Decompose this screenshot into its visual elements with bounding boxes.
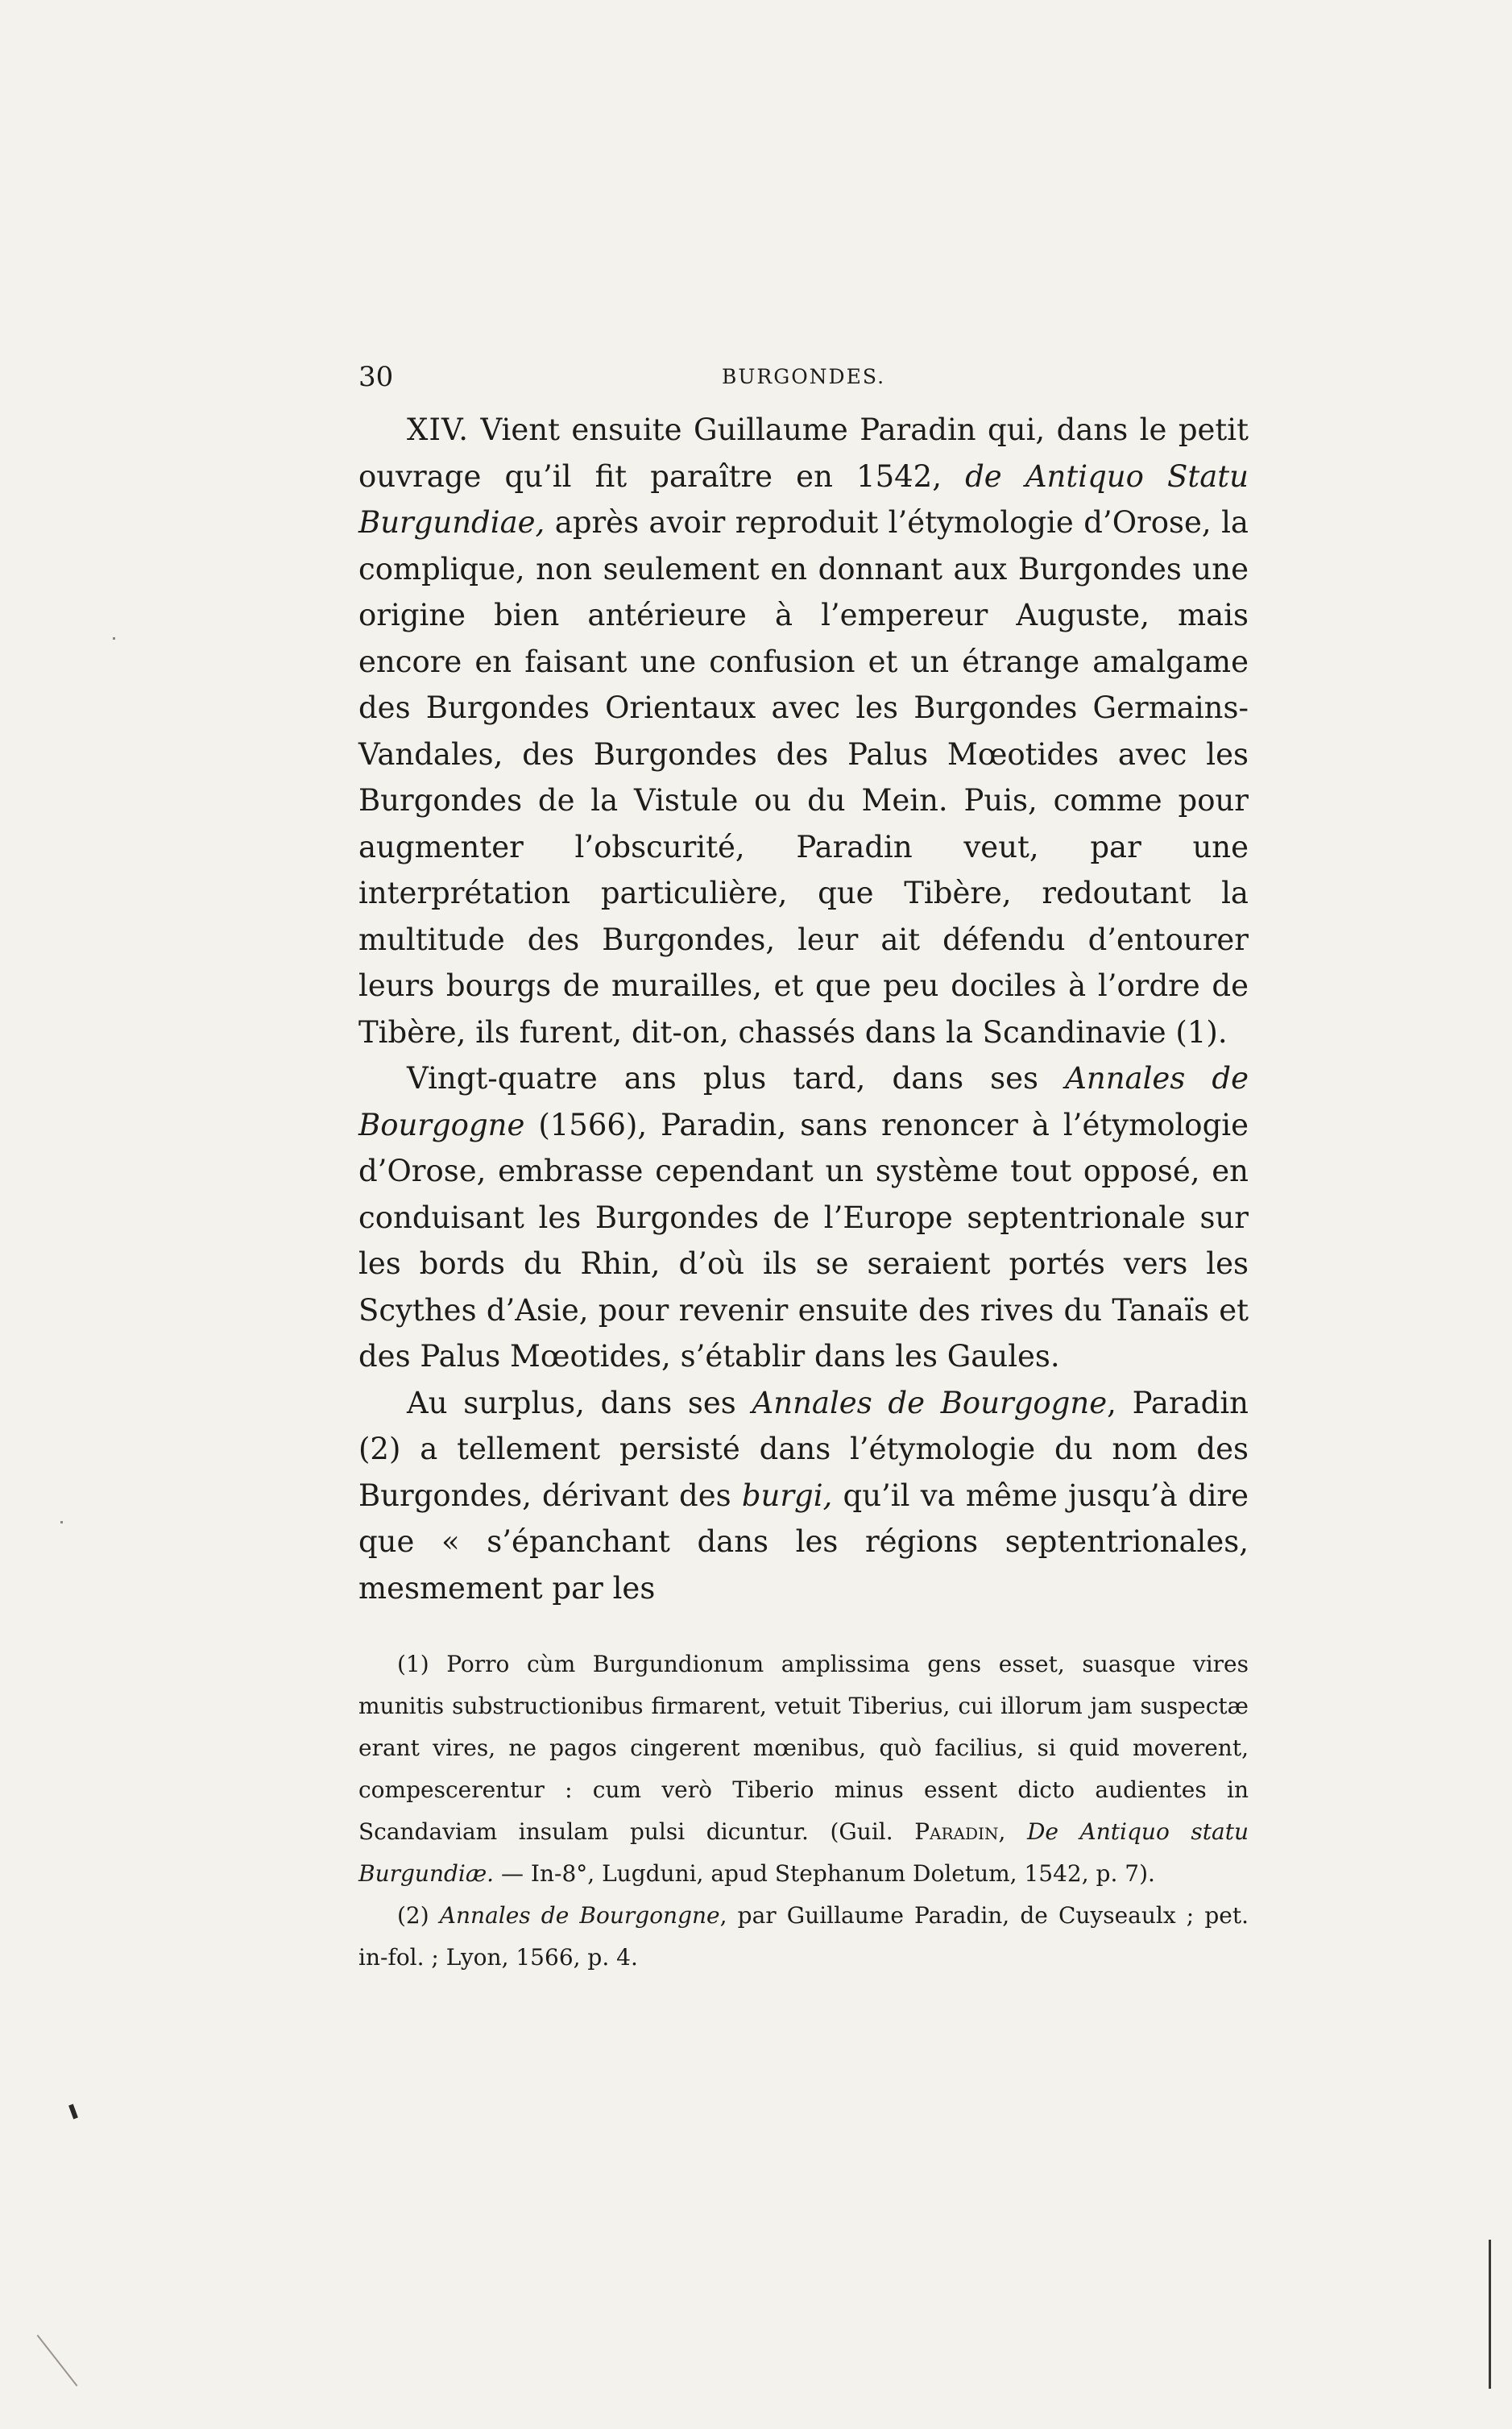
author-name: Paradin: [914, 1818, 999, 1845]
paragraph-text: Au surplus, dans ses: [407, 1385, 752, 1420]
paragraph-text: qu’il va même jusqu’à dire que « s’épanchant dans les régions septentrionales, mesmement par les: [358, 1478, 1249, 1606]
footnotes: [358, 1644, 1249, 1979]
body-text: [358, 407, 1249, 1611]
paragraph-text: Vient ensuite Guillaume Paradin qui, dans le petit ouvrage qu’il fit paraître en 1542,: [358, 412, 1249, 494]
edge-rule: [1489, 2240, 1491, 2389]
footnote-2: [358, 1895, 1249, 1979]
running-title: BURGONDES.: [721, 365, 886, 388]
paragraph-section-xiv: [358, 407, 1249, 1055]
italic-term: burgi,: [741, 1478, 833, 1513]
paragraph-text: après avoir reproduit l’étymologie d’Orose, la complique, non seulement en donnant aux Burgondes une origine bien antérieure à l’empereur Auguste, mais encore en faisant une confusion et un étrange amalgame des Burgondes Orientaux avec les Burgondes Germains-Vandales, des Burgondes des Palus Mœotides avec les Burgondes de la Vistule ou du Mein. Puis, comme pour augmenter l’obscurité, Paradin veut, par une interprétation particulière, que Tibère, redoutant la multitude des Burgondes, leur ait défendu d’entourer leurs bourgs de murailles, et que peu dociles à l’ordre de Tibère, ils furent, dit-on, chassés dans la Scandinavie (1).: [358, 505, 1249, 1050]
footnote-1: [358, 1644, 1249, 1895]
section-number: XIV.: [407, 412, 469, 447]
paragraph-au-surplus: [358, 1380, 1249, 1612]
italic-title: Annales de Bourgongne: [439, 1902, 720, 1929]
footnote-text: ,: [998, 1818, 1027, 1845]
italic-title: de Antiquo Statu Burgundiae,: [358, 458, 1249, 540]
ink-dot: [113, 637, 115, 640]
footnote-text: , par Guillaume Paradin, de Cuyseaulx ; pet. in-fol. ; Lyon, 1566, p. 4.: [358, 1902, 1249, 1971]
paragraph-text: , Paradin (2) a tellement persisté dans l’étymologie du nom des Burgondes, dérivant des: [358, 1385, 1249, 1513]
paragraph-annales: [358, 1055, 1249, 1380]
scan-scratch: [37, 2335, 78, 2386]
ink-speck: [68, 2104, 78, 2120]
paragraph-text: (1566), Paradin, sans renoncer à l’étymologie d’Orose, embrasse cependant un système tout opposé, en conduisant les Burgondes de l’Europe septentrionale sur les bords du Rhin, d’où ils se seraient portés vers les Scythes d’Asie, pour revenir ensuite des rives du Tanaïs et des Palus Mœotides, s’établir dans les Gaules.: [358, 1107, 1249, 1374]
page-number: 30: [358, 361, 394, 393]
paragraph-text: Vingt-quatre ans plus tard, dans ses: [407, 1061, 1066, 1096]
ink-dot: [60, 1521, 63, 1523]
footnote-text: (2): [397, 1902, 440, 1929]
italic-title: De Antiquo statu Burgundiæ.: [358, 1818, 1249, 1887]
footnote-text: (1) Porro cùm Burgundionum amplissima gens esset, suasque vires munitis substructionibus firmarent, vetuit Tiberius, cui illorum jam suspectæ erant vires, ne pagos cingerent mœnibus, quò facilius, si quid moverent, compescerentur : cum verò Tiberio minus essent dicto audientes in Scandaviam insulam pulsi dicuntur. (Guil.: [358, 1651, 1249, 1845]
italic-title: Annales de Bourgogne: [752, 1385, 1108, 1420]
page-header: [358, 353, 1249, 401]
italic-title: Annales de Bourgogne: [358, 1061, 1249, 1142]
footnote-text: — In-8°, Lugduni, apud Stephanum Doletum, 1542, p. 7).: [494, 1860, 1155, 1887]
